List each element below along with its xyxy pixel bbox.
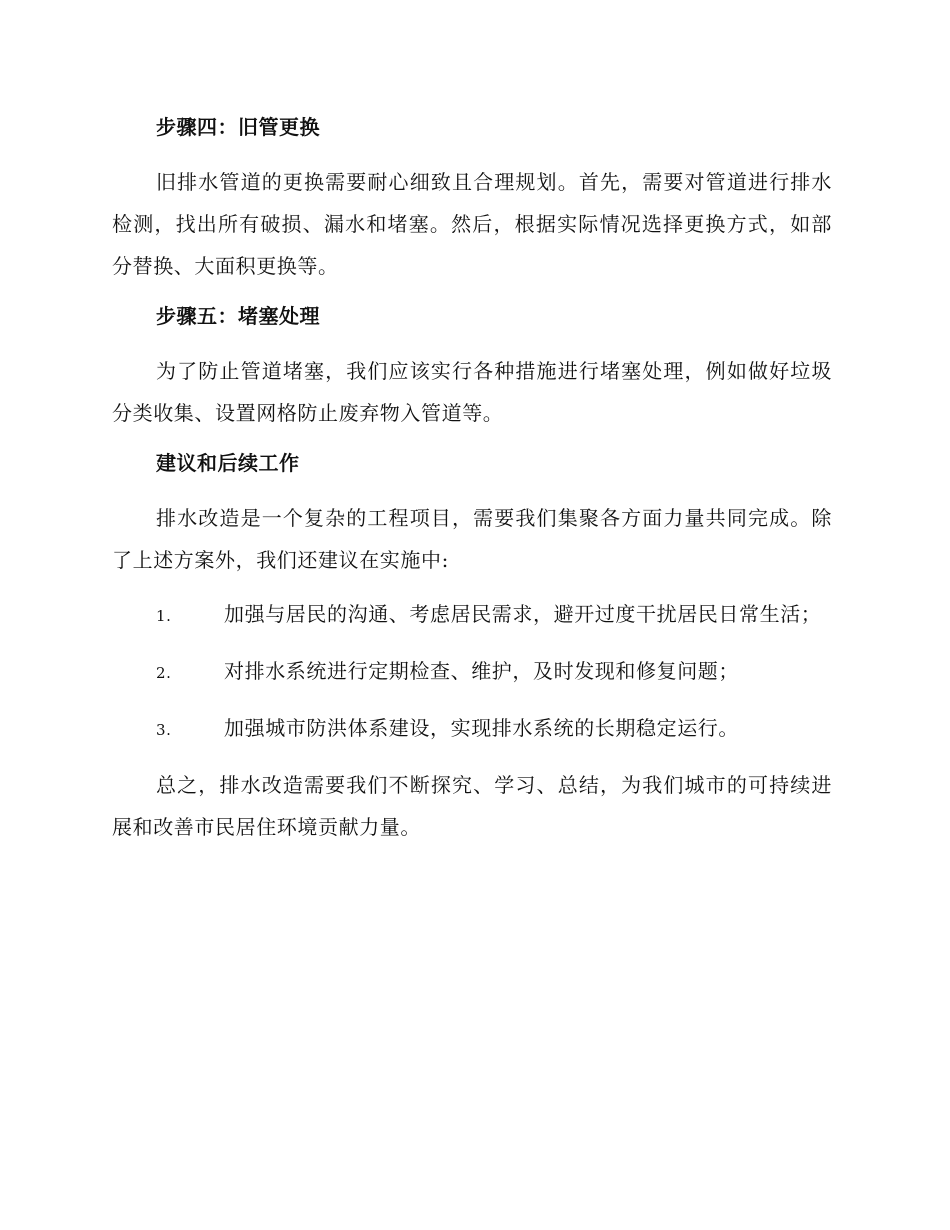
- list-item: [112, 707, 832, 751]
- step-four-paragraph: 旧排水管道的更换需要耐心细致且合理规划。首先，需要对管道进行排水检测，找出所有破损、漏水和堵塞。然后，根据实际情况选择更换方式，如部分替换、大面积更换等。: [112, 170, 832, 278]
- list-item-number: 2.: [156, 664, 172, 682]
- list-item-number: 1.: [156, 607, 172, 625]
- document-body: [112, 110, 832, 860]
- step-five-paragraph: 为了防止管道堵塞，我们应该实行各种措施进行堵塞处理，例如做好垃圾分类收集、设置网格防止废弃物入管道等。: [112, 359, 832, 425]
- list-item-number: 3.: [156, 721, 172, 739]
- list-item-text: 加强与居民的沟通、考虑居民需求，避开过度干扰居民日常生活；: [224, 602, 822, 626]
- list-item: [112, 650, 832, 694]
- section-heading-suggestions: 建议和后续工作: [156, 451, 300, 475]
- list-item: [112, 593, 832, 637]
- suggestions-paragraph: 排水改造是一个复杂的工程项目，需要我们集聚各方面力量共同完成。除了上述方案外，我们还建议在实施中:: [112, 506, 832, 572]
- suggestions-list: [112, 593, 832, 751]
- closing-paragraph: 总之，排水改造需要我们不断探究、学习、总结，为我们城市的可持续进展和改善市民居住环境贡献力量。: [112, 773, 832, 839]
- list-item-text: 对排水系统进行定期检查、维护，及时发现和修复问题；: [224, 659, 739, 683]
- section-heading-step-five: 步骤五：堵塞处理: [156, 304, 320, 328]
- section-heading-step-four: 步骤四：旧管更换: [156, 115, 320, 139]
- list-item-text: 加强城市防洪体系建设，实现排水系统的长期稳定运行。: [224, 716, 739, 740]
